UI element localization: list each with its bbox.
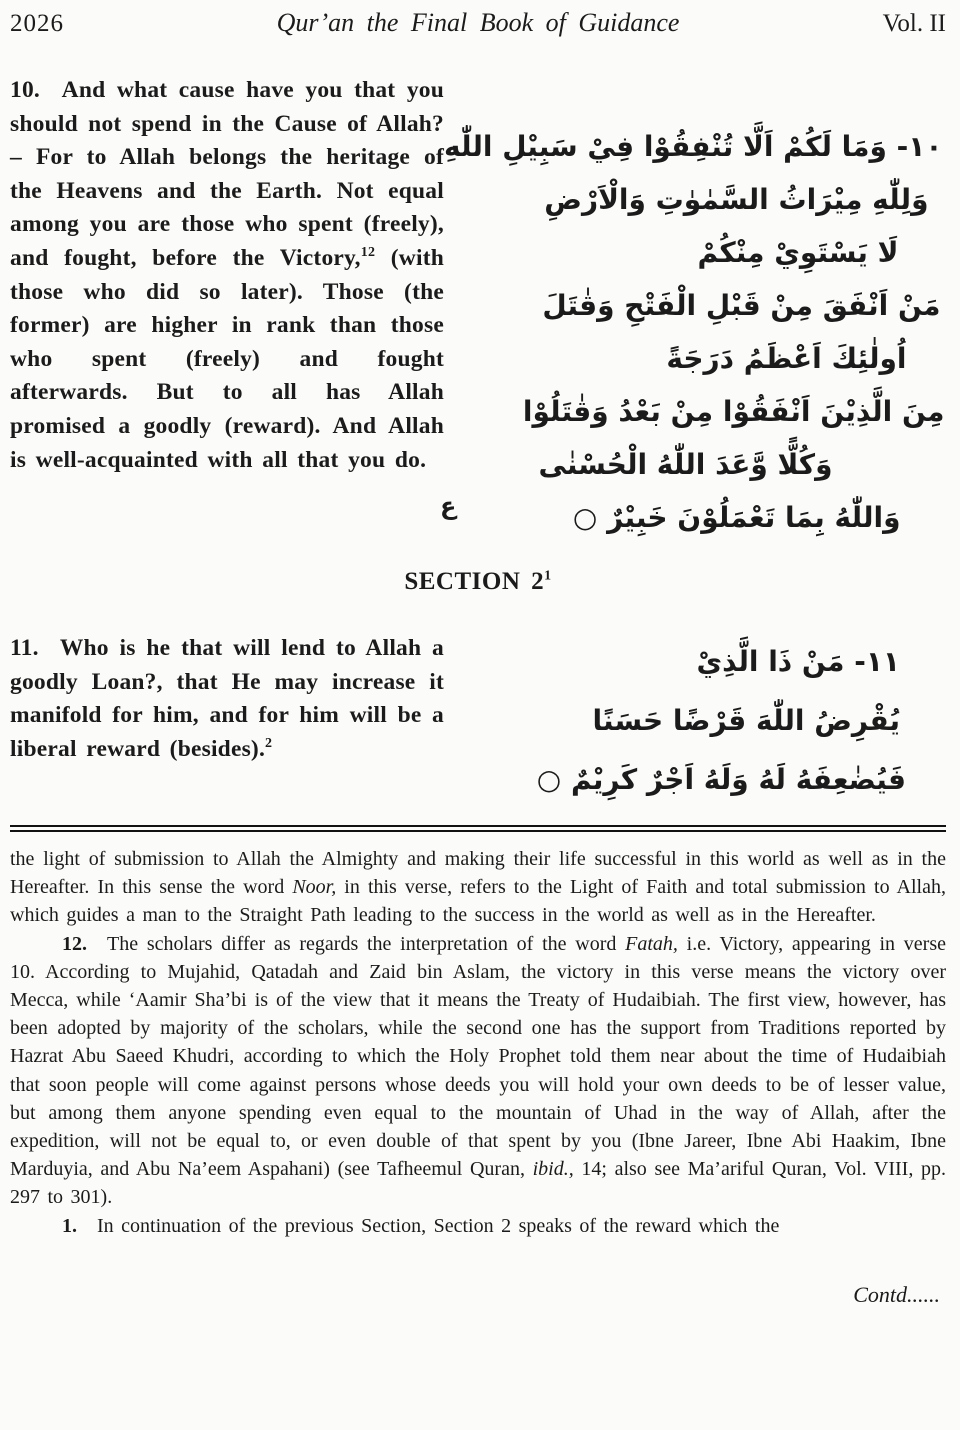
footnote-number: 1.: [62, 1214, 77, 1237]
footnote-12-reference: 12: [360, 245, 376, 261]
verse-10-row: [10, 74, 946, 544]
arabic-line: وَلِلّٰهِ مِيْرَاثُ السَّمٰوٰتِ وَالْاَرْضِ: [544, 183, 929, 216]
ruku-marker: ع: [440, 492, 457, 520]
footnote-12: [10, 930, 946, 1212]
verse-11-text: 11. Who is he that will lend to Allah a goodly Loan?, that He may increase it manifold for him, and for him will be a liberal reward (besides).: [10, 635, 444, 762]
arabic-line: يُقْرِضُ اللّٰهَ قَرْضًا حَسَنًا: [592, 704, 900, 737]
footnote-text-segment: In continuation of the previous Section, Section 2 speaks of the reward which the: [97, 1214, 780, 1237]
arabic-line: ١١- مَنْ ذَا الَّذِيْ: [696, 645, 900, 678]
arabic-line: اُولٰئِكَ اَعْظَمُ دَرَجَةً: [666, 342, 907, 375]
section-label: SECTION 2: [404, 568, 545, 595]
footnote-divider: [10, 825, 946, 832]
arabic-line: وَاللّٰهُ بِمَا تَعْمَلُوْنَ خَبِيْرٌ ○: [572, 501, 901, 534]
footnote-text-segment: in this verse, refers to the Light of Faith and total submission to Allah, which guides a man to the Straight Path leading to the success in the world as well as in the Hereafter.: [10, 876, 946, 927]
italic-term: ibid.,: [532, 1158, 574, 1181]
italic-term: Fatah,: [625, 932, 678, 955]
arabic-line: مِنَ الَّذِيْنَ اَنْفَقُوْا مِنْ بَعْدُ وَقٰتَلُوْا: [522, 395, 945, 428]
verse-10-text-continued: (with those who did so later). Those (the former) are higher in rank than those who spent (freely) and fought afterwards. But to all has Allah promised a goodly (reward). And Allah is well-acquainted with all that you do.: [10, 244, 444, 473]
verse-10-english: [10, 74, 444, 544]
footnote-number: 12.: [62, 932, 87, 955]
footnote-text-segment: the light of submission to Allah the Almighty and making their life successful in this world as well as in the Hereafter. In this sense the word: [10, 848, 946, 899]
arabic-line: وَكُلًّا وَّعَدَ اللّٰهُ الْحُسْنٰى: [538, 448, 833, 481]
verse-10-text: 10. And what cause have you that you should not spend in the Cause of Allah? – For to Allah belongs the heritage of the Heavens and the Earth. Not equal among you are those who spent (freely), and fought, before the Victory,: [10, 77, 444, 271]
volume-label: Vol. II: [882, 10, 946, 37]
page-header: [10, 8, 946, 42]
arabic-line: لَا يَسْتَوِيْ مِنْكُمْ: [697, 236, 899, 269]
footnote-continuation: [10, 845, 946, 930]
verse-11-english: [10, 632, 444, 809]
section-heading: [10, 568, 946, 596]
arabic-line: فَيُضٰعِفَهُ لَهُ وَلَهُ اَجْرٌ كَرِيْمٌ ○: [536, 763, 906, 796]
verse-11-row: [10, 632, 946, 809]
verse-11-arabic: [444, 632, 946, 809]
continued-note: Contd......: [853, 1281, 940, 1307]
footnote-text-segment: 14; also see Ma’ariful Quran, Vol. VIII, pp. 297 to 301).: [10, 1158, 946, 1209]
italic-term: Noor,: [292, 876, 337, 899]
footnotes-section: [10, 845, 946, 1240]
footnote-text-segment: The scholars differ as regards the interpretation of the word: [107, 932, 626, 955]
footnote-text-segment: i.e. Victory, appearing in verse 10. According to Mujahid, Qatadah and Zaid bin Aslam, the victory in this verse means the victory over Mecca, while ‘Aamir Sha’bi is of the view that it means the Treaty of Hudaibiah. The first view, however, has been adopted by majority of the scholars, while the second one has the support from Traditions reported by Hazrat Abu Saeed Khudri, according to which the Holy Prophet told them near about the time of Hudaibiah that soon people will come against persons whose deeds you will hold your own deeds to be of lesser value, but among them anyone spending even equal to the mountain of Uhad in the way of Allah, after the expedition, will not be equal to, or even double of that spent by you (Ibne Jareer, Ibne Abi Haakim, Ibne Marduyia, and Abu Na’eem Aspahani) (see Tafheemul Quran,: [10, 932, 946, 1181]
arabic-line: مَنْ اَنْفَقَ مِنْ قَبْلِ الْفَتْحِ وَقٰتَلَ: [542, 289, 941, 322]
verse-10-arabic: [440, 120, 960, 544]
page-number: 2026: [10, 10, 64, 37]
footnote-1-reference: 1: [544, 568, 552, 584]
footnote-1: [10, 1212, 946, 1240]
arabic-line: ١٠- وَمَا لَكُمْ اَلَّا تُنْفِقُوْا فِيْ سَبِيْلِ اللّٰهِ: [444, 130, 943, 163]
book-title: Qur’an the Final Book of Guidance: [276, 8, 680, 37]
footnote-2-reference: 2: [265, 735, 273, 751]
